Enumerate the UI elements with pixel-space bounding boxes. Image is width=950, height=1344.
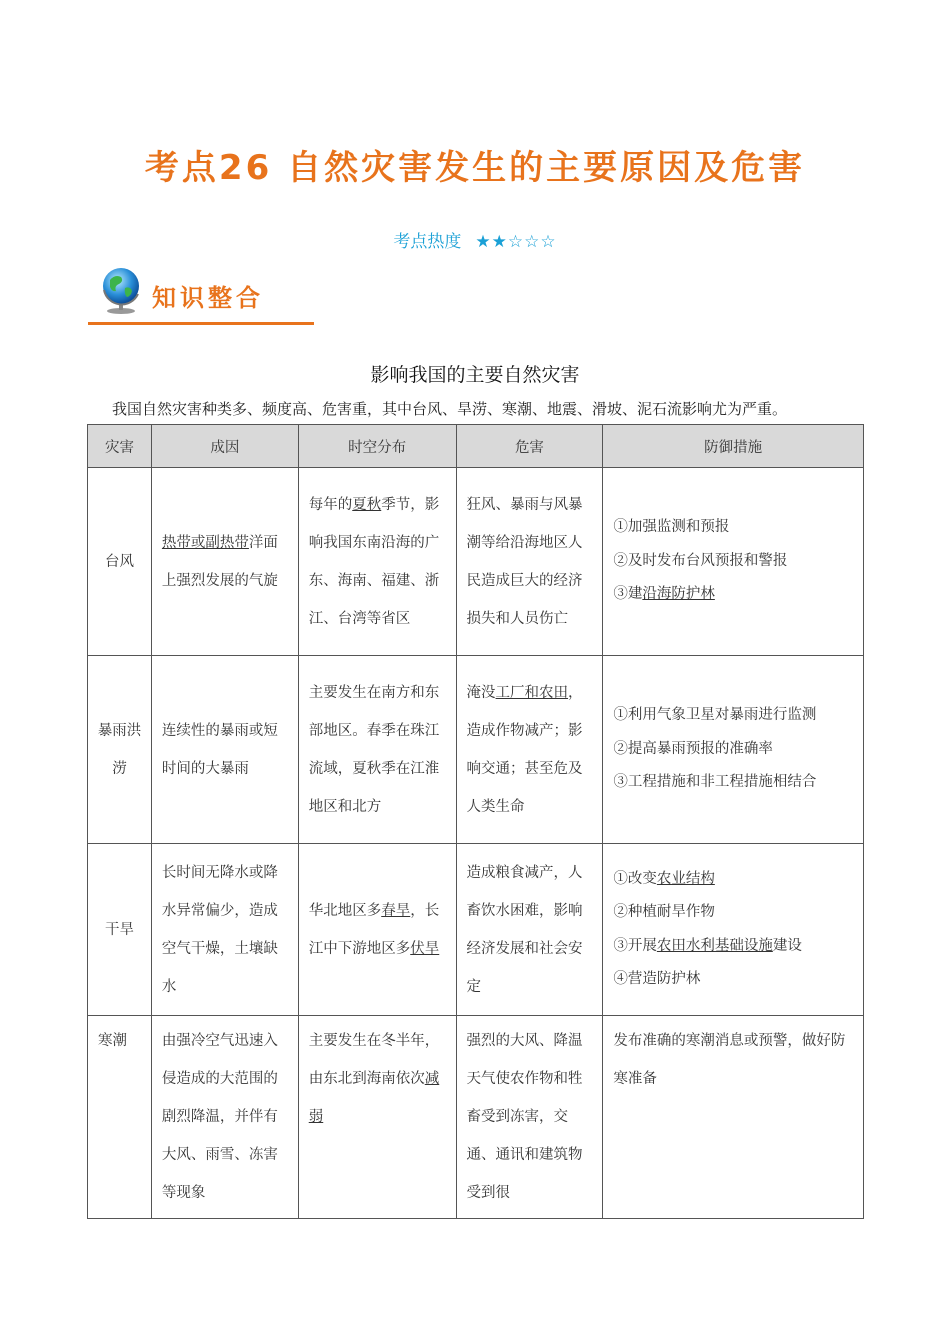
heat-rating — [0, 227, 950, 252]
distribution-cell: 每年的夏秋季节，影响我国东南沿海的广东、海南、福建、浙江、台湾等省区 — [298, 468, 456, 656]
cause-cell: 连续性的暴雨或短时间的大暴雨 — [151, 656, 298, 844]
distribution-cell: 华北地区多春旱，长江中下游地区多伏旱 — [298, 844, 456, 1016]
globe-icon — [96, 264, 146, 314]
cause-cell: 由强冷空气迅速入侵造成的大范围的剧烈降温，并伴有大风、雨雪、冻害等现象 — [151, 1016, 298, 1219]
header-distribution: 时空分布 — [298, 425, 456, 468]
harm-cell: 造成粮食减产，人畜饮水困难，影响经济发展和社会安定 — [456, 844, 603, 1016]
disaster-name: 干旱 — [88, 844, 152, 1016]
header-defense: 防御措施 — [603, 425, 864, 468]
header-harm: 危害 — [456, 425, 603, 468]
section-label: 知识整合 — [152, 284, 264, 312]
defense-cell: ①加强监测和预报 ②及时发布台风预报和警报 ③建沿海防护林 — [603, 468, 864, 656]
harm-cell: 强烈的大风、降温天气使农作物和牲畜受到冻害，交通、通讯和建筑物受到很 — [456, 1016, 603, 1219]
heat-stars: ★★☆☆☆ — [475, 232, 557, 252]
table-header-row — [88, 425, 864, 468]
cause-cell: 热带或副热带洋面上强烈发展的气旋 — [151, 468, 298, 656]
disaster-name: 寒潮 — [88, 1016, 152, 1219]
section-underline — [88, 322, 314, 325]
harm-cell: 淹没工厂和农田，造成作物减产；影响交通；甚至危及人类生命 — [456, 656, 603, 844]
header-cause: 成因 — [151, 425, 298, 468]
cause-cell: 长时间无降水或降水异常偏少，造成空气干燥，土壤缺水 — [151, 844, 298, 1016]
disaster-name: 暴雨洪涝 — [88, 656, 152, 844]
defense-cell: ①改变农业结构 ②种植耐旱作物 ③开展农田水利基础设施建设 ④营造防护林 — [603, 844, 864, 1016]
page-title: 考点26 自然灾害发生的主要原因及危害 — [144, 148, 806, 188]
disaster-name: 台风 — [88, 468, 152, 656]
disaster-table — [87, 424, 864, 1219]
distribution-cell: 主要发生在南方和东部地区。春季在珠江流域，夏秋季在江淮地区和北方 — [298, 656, 456, 844]
table-row — [88, 1016, 864, 1219]
table-row — [88, 656, 864, 844]
section-banner — [88, 260, 314, 326]
table-title: 影响我国的主要自然灾害 — [370, 364, 580, 386]
header-disaster: 灾害 — [88, 425, 152, 468]
distribution-cell: 主要发生在冬半年，由东北到海南依次减弱 — [298, 1016, 456, 1219]
table-row — [88, 844, 864, 1016]
harm-cell: 狂风、暴雨与风暴潮等给沿海地区人民造成巨大的经济损失和人员伤亡 — [456, 468, 603, 656]
heat-label: 考点热度 — [393, 232, 462, 252]
table-row — [88, 468, 864, 656]
defense-cell: ①利用气象卫星对暴雨进行监测 ②提高暴雨预报的准确率 ③工程措施和非工程措施相结合 — [603, 656, 864, 844]
defense-cell: 发布准确的寒潮消息或预警，做好防寒准备 — [603, 1016, 864, 1219]
intro-paragraph: 我国自然灾害种类多、频度高、危害重，其中台风、旱涝、寒潮、地震、滑坡、泥石流影响尤为严重。 — [112, 400, 788, 418]
